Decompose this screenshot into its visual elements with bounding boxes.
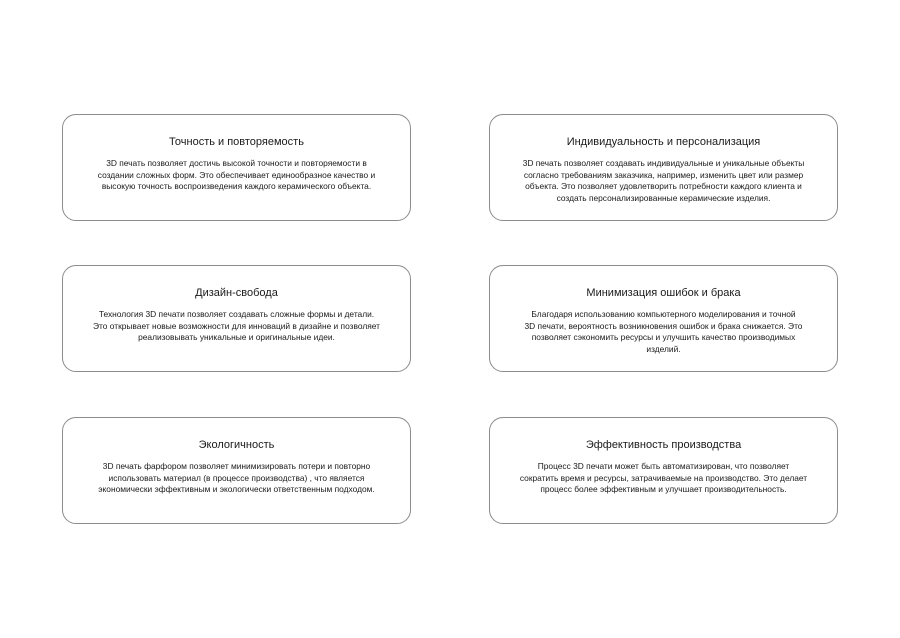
card-text: Процесс 3D печати может быть автоматизирован, что позволяет сократить время и ресурсы, затрачиваемые на производство. Это делает процесс более эффективным и улучшает производительность. [519,461,808,494]
card-title: Индивидуальность и персонализация [566,136,761,148]
card-error-minimization [489,265,838,372]
card-title: Эффективность производства [585,439,742,451]
card-text: 3D печать позволяет создавать индивидуальные и уникальные объекты согласно требованиям заказчика, например, изменить цвет или размер объекта. Это позволяет удовлетворить потребности каждого клиента и создать персонализированные керамические изделия. [522,158,805,203]
card-text: 3D печать позволяет достичь высокой точности и повторяемости в создании сложных форм. Это обеспечивает единообразное качество и высокую точность воспроизведения каждого керамического объекта. [97,158,376,191]
card-text: 3D печать фарфором позволяет минимизировать потери и повторно использовать материал (в процессе производства) , что является экономически эффективным и экологически ответственным подходом. [98,461,375,494]
card-ecology [62,417,411,524]
card-text: Технология 3D печати позволяет создавать сложные формы и детали. Это открывает новые возможности для инноваций в дизайне и позволяет реализовывать уникальные и оригинальные идеи. [93,309,380,342]
card-production-efficiency [489,417,838,524]
card-precision [62,114,411,221]
card-title: Экологичность [198,439,275,451]
card-personalization [489,114,838,221]
card-title: Минимизация ошибок и брака [586,287,741,299]
card-text: Благодаря использованию компьютерного моделирования и точной 3D печати, вероятность возникновения ошибок и брака снижается. Это позволяет сэкономить ресурсы и улучшить качество производимых изделий. [524,309,803,354]
card-title: Дизайн-свобода [195,287,278,299]
card-title: Точность и повторяемость [169,136,304,148]
card-design-freedom [62,265,411,372]
